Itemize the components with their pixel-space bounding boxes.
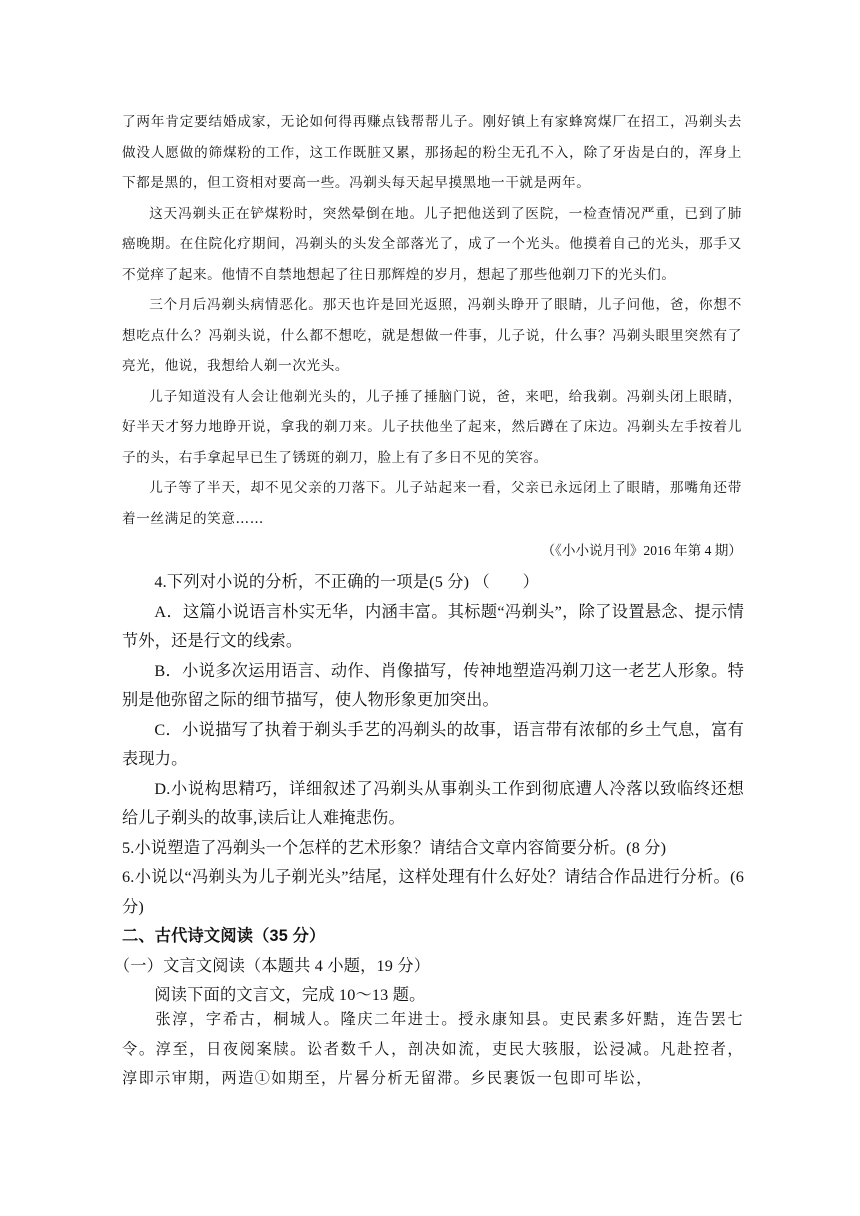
story-excerpt <box>122 107 742 534</box>
story-source: （《小小说月刊》2016 年第 4 期） <box>541 543 742 558</box>
question-6: 6.小说以“冯剃头为儿子剃光头”结尾，这样处理有什么好处？请结合作品进行分析。(6 分) <box>122 868 744 916</box>
story-paragraph-3: 三个月后冯剃头病情恶化。那天也许是回光返照，冯剃头睁开了眼睛，儿子问他，爸，你想不想吃点什么？冯剃头说，什么都不想吃，就是想做一件事，儿子说，什么事？冯剃头眼里突然有了亮光，他说，我想给人剃一次光头。 <box>122 297 742 374</box>
option-c: C．小说描写了执着于剃头手艺的冯剃头的故事，语言带有浓郁的乡土气息，富有表现力。 <box>122 720 744 768</box>
subsection-heading: （一）文言文阅读（本题共 4 小题，19 分） <box>113 956 431 975</box>
questions-block <box>113 568 744 1011</box>
reading-instruction: 阅读下面的文言文，完成 10～13 题。 <box>154 986 426 1004</box>
story-paragraph-1: 了两年肯定要结婚成家，无论如何得再赚点钱帮帮儿子。刚好镇上有家蜂窝煤厂在招工，冯剃头去做没人愿做的筛煤粉的工作，这工作既脏又累，那扬起的粉尘无孔不入，除了牙齿是白的，浑身上下都是黑的，但工资相对要高一些。冯剃头每天起早摸黑地一干就是两年。 <box>122 114 742 191</box>
option-d: D.小说构思精巧，详细叙述了冯剃头从事剃头工作到彻底遭人冷落以致临终还想给儿子剃头的故事,读后让人难掩悲伤。 <box>122 779 744 827</box>
classical-passage <box>122 1005 744 1094</box>
option-a: A．这篇小说语言朴实无华，内涵丰富。其标题“冯剃头”，除了设置悬念、提示情节外，还是行文的线索。 <box>122 602 744 650</box>
option-b: B．小说多次运用语言、动作、肖像描写，传神地塑造冯剃刀这一老艺人形象。特别是他弥留之际的细节描写，使人物形象更加突出。 <box>122 661 744 709</box>
classical-text: 张淳，字希古，桐城人。隆庆二年进士。授永康知县。吏民素多奸黠，连告罢七令。淳至，日夜阅案牍。讼者数千人，剖决如流，吏民大骇服，讼浸减。凡赴控者，淳即示审期，两造①如期至，片晷分析无留滞。乡民裹饭一包即可毕讼， <box>122 1010 744 1087</box>
question-4: 4.下列对小说的分析，不正确的一项是(5 分) （ ） <box>154 573 540 591</box>
question-5: 5.小说塑造了冯剃头一个怎样的艺术形象？请结合文章内容简要分析。(8 分) <box>122 838 667 857</box>
story-paragraph-5: 儿子等了半天，却不见父亲的刀落下。儿子站起来一看，父亲已永远闭上了眼睛，那嘴角还带着一丝满足的笑意…… <box>122 480 742 527</box>
story-paragraph-4: 儿子知道没有人会让他剃光头的，儿子捶了捶脑门说，爸，来吧，给我剃。冯剃头闭上眼睛，好半天才努力地睁开说，拿我的剃刀来。儿子扶他坐了起来，然后蹲在了床边。冯剃头左手按着儿子的头，右手拿起早已生了锈斑的剃刀，脸上有了多日不见的笑容。 <box>122 388 742 466</box>
story-paragraph-2: 这天冯剃头正在铲煤粉时，突然晕倒在地。儿子把他送到了医院，一检查情况严重，已到了肺癌晚期。在住院化疗期间，冯剃头的头发全部落光了，成了一个光头。他摸着自己的光头，那手又不觉痒了起来。他情不自禁地想起了往日那辉煌的岁月，想起了那些他剃刀下的光头们。 <box>122 205 742 283</box>
section-heading: 二、古代诗文阅读（35 分） <box>122 927 326 945</box>
